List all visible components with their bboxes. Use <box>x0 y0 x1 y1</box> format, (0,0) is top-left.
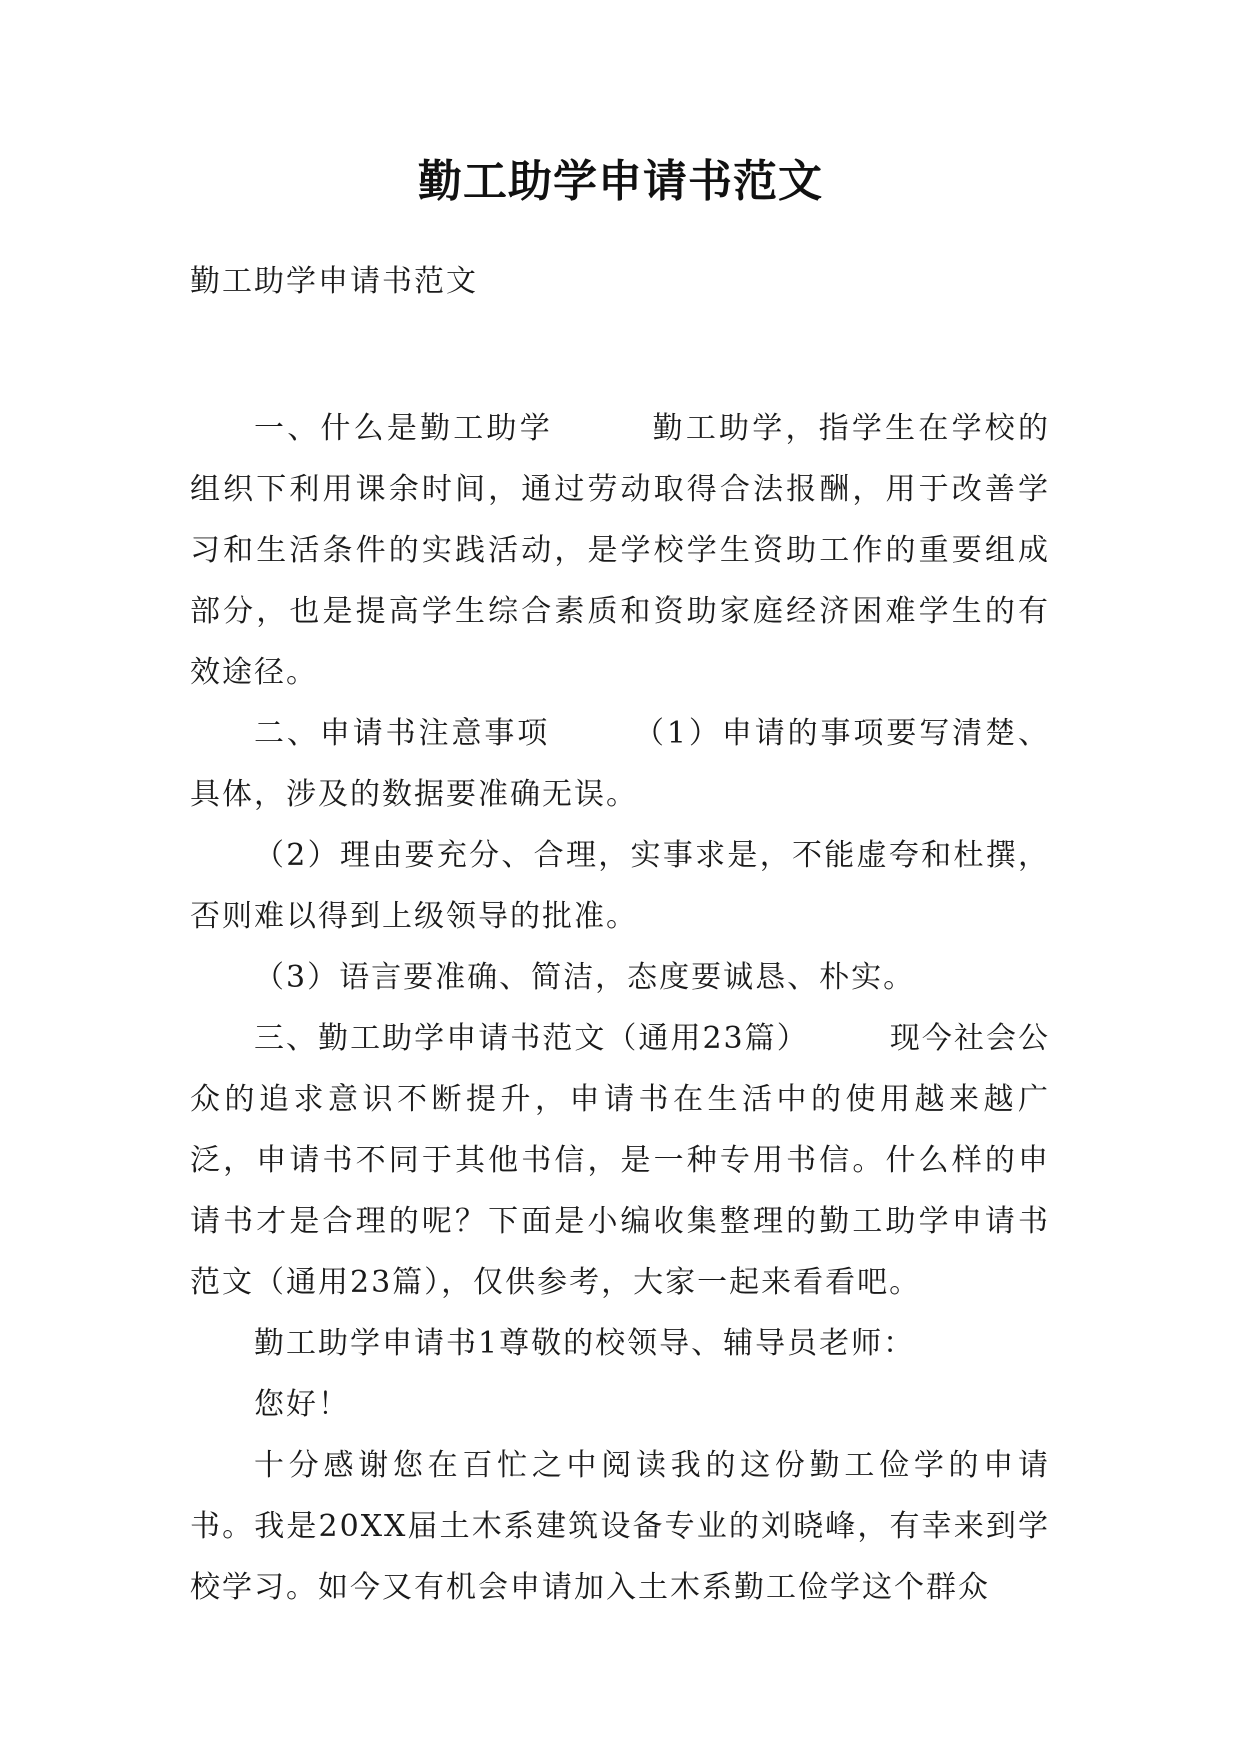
document-subtitle: 勤工助学申请书范文 <box>190 264 478 299</box>
paragraph: 三、勤工助学申请书范文（通用23篇） 现今社会公众的追求意识不断提升，申请书在生活中的使用越来越广泛，申请书不同于其他书信，是一种专用书信。什么样的申请书才是合理的呢？下面是小编收集整理的勤工助学申请书范文（通用23篇），仅供参考，大家一起来看看吧。 <box>190 1021 1050 1300</box>
paragraph: 二、申请书注意事项 （1）申请的事项要写清楚、具体，涉及的数据要准确无误。 <box>190 716 1050 812</box>
document-body <box>190 398 1050 1618</box>
paragraph: 勤工助学申请书1尊敬的校领导、辅导员老师： <box>254 1326 916 1361</box>
paragraph: 一、什么是勤工助学 勤工助学，指学生在学校的组织下利用课余时间，通过劳动取得合法报酬，用于改善学习和生活条件的实践活动，是学校学生资助工作的重要组成部分，也是提高学生综合素质和资助家庭经济困难学生的有效途径。 <box>190 411 1050 690</box>
paragraph: （3）语言要准确、简洁，态度要诚恳、朴实。 <box>254 960 916 995</box>
paragraph: （2）理由要充分、合理，实事求是，不能虚夸和杜撰，否则难以得到上级领导的批准。 <box>190 838 1050 934</box>
document-title: 勤工助学申请书范文 <box>418 156 823 207</box>
paragraph: 您好！ <box>254 1387 350 1422</box>
paragraph: 十分感谢您在百忙之中阅读我的这份勤工俭学的申请书。我是20XX届土木系建筑设备专业的刘晓峰，有幸来到学校学习。如今又有机会申请加入土木系勤工俭学这个群众 <box>190 1448 1050 1605</box>
